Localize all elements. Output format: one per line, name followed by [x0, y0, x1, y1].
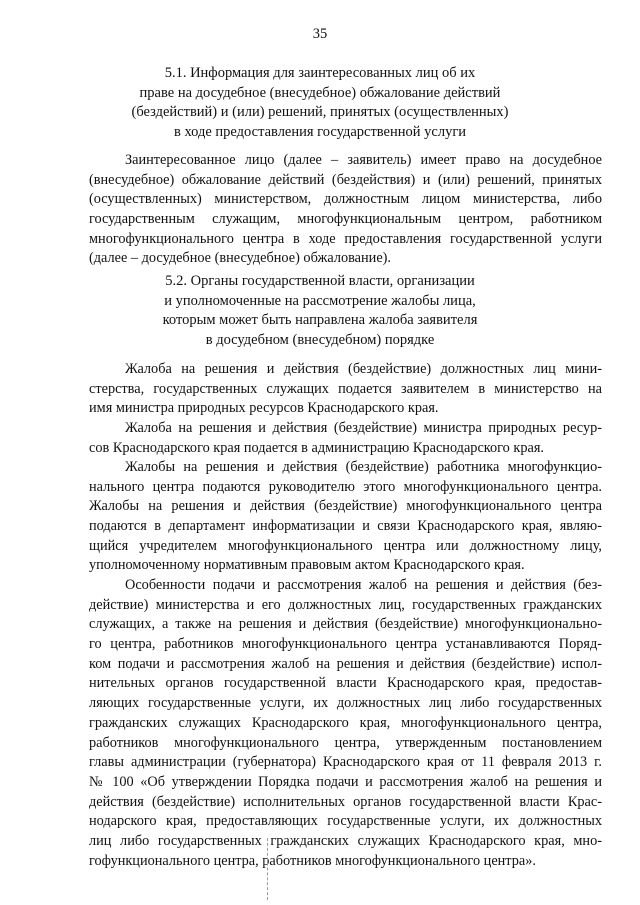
paragraph-line: ком подачи и рассмотрения жалоб на решения и действия (бездействие) испол-	[89, 655, 602, 672]
paragraph-line: действие) министерства и его должностных лиц, государственных гражданских	[89, 596, 602, 613]
section-5-2-paragraph-3	[89, 458, 602, 576]
heading-line: в досудебном (внесудебном) порядке	[205, 332, 435, 349]
section-5-1-heading	[0, 64, 640, 143]
paragraph-line: (далее – досудебное (внесудебное) обжалование).	[89, 250, 392, 267]
paragraph-line: главы администрации (губернатора) Краснодарского края от 11 февраля 2013 г.	[89, 754, 602, 771]
paragraph-line: государственным служащим, многофункциональным центром, работником	[89, 211, 602, 228]
scan-fold-mark	[267, 838, 268, 900]
paragraph-line: Жалобы на решения и действия (бездействие) многофункционального центра	[89, 498, 602, 515]
paragraph-line: (осуществленных) министерством, должностным лицом министерства, либо	[89, 191, 602, 208]
paragraph-line: Жалоба на решения и действия (бездействие) должностных лиц мини-	[125, 361, 602, 377]
paragraph-line: нального центра подаются руководителю этого многофункционального центра.	[89, 478, 602, 495]
paragraph-line: действия (бездействие) исполнительных органов государственной власти Крас-	[89, 793, 602, 810]
paragraph-line: многофункционального центра в ходе предоставления государственной услуги	[89, 230, 602, 247]
paragraph-line: имя министра природных ресурсов Краснодарского края.	[89, 400, 439, 417]
page-number: 35	[312, 26, 328, 42]
paragraph-line: ляющих государственные услуги, их должностных лиц либо государственных	[89, 695, 602, 712]
section-5-2-paragraph-1	[89, 360, 602, 419]
paragraph-line: № 100 «Об утверждении Порядка подачи и рассмотрения жалоб на решения и	[89, 773, 602, 790]
heading-line: 5.1. Информация для заинтересованных лиц об их	[164, 65, 476, 81]
paragraph-line: нительных органов государственной власти Краснодарского края, предостав-	[89, 675, 602, 692]
paragraph-line: лиц либо государственных гражданских служащих Краснодарского края, мно-	[89, 832, 602, 849]
paragraph-line: го центра, работников многофункционального центра устанавливаются Поряд-	[89, 636, 602, 653]
paragraph-line: нодарского края, предоставляющих государственные услуги, их должностных	[89, 813, 602, 830]
heading-line: и уполномоченные на рассмотрение жалобы лица,	[164, 292, 476, 309]
heading-line: 5.2. Органы государственной власти, организации	[165, 273, 475, 289]
heading-line: (бездействий) и (или) решений, принятых (осуществленных)	[131, 104, 509, 121]
section-5-2-paragraph-4	[89, 576, 602, 871]
paragraph-line: работников многофункционального центра, утвержденным постановлением	[89, 734, 602, 751]
section-5-2-heading	[0, 272, 640, 351]
paragraph-line: Жалоба на решения и действия (бездействие) министра природных ресур-	[125, 420, 602, 436]
paragraph-line: Жалобы на решения и действия (бездействие) работника многофункцио-	[125, 459, 602, 475]
heading-line: которым может быть направлена жалоба заявителя	[162, 312, 478, 329]
section-5-2-paragraph-2	[89, 419, 602, 458]
heading-line: в ходе предоставления государственной услуги	[173, 124, 467, 141]
paragraph-line: гофункционального центра, работников многофункционального центра».	[89, 852, 536, 869]
paragraph-line: служащих, а также на решения и действия (бездействие) многофункционально-	[89, 616, 602, 633]
paragraph-line: (внесудебное) обжалование действий (бездействия) и (или) решений, принятых	[89, 171, 602, 188]
paragraph-line: сов Краснодарского края подается в администрацию Краснодарского края.	[89, 439, 544, 456]
paragraph-line: Заинтересованное лицо (далее – заявитель) имеет право на досудебное	[125, 152, 602, 168]
paragraph-line: гражданских служащих Краснодарского края, многофункционального центра,	[89, 714, 602, 731]
heading-line: праве на досудебное (внесудебное) обжалование действий	[139, 84, 501, 101]
paragraph-line: щийся учредителем многофункционального центра или должностному лицу,	[89, 537, 602, 554]
paragraph-line: Особенности подачи и рассмотрения жалоб на решения и действия (без-	[125, 577, 602, 593]
section-5-1-paragraph	[89, 151, 602, 269]
paragraph-line: подаются в департамент информатизации и связи Краснодарского края, являю-	[89, 518, 602, 535]
paragraph-line: уполномоченному нормативным правовым актом Краснодарского края.	[89, 557, 525, 574]
paragraph-line: стерства, государственных служащих подается заявителем в министерство на	[89, 380, 602, 397]
